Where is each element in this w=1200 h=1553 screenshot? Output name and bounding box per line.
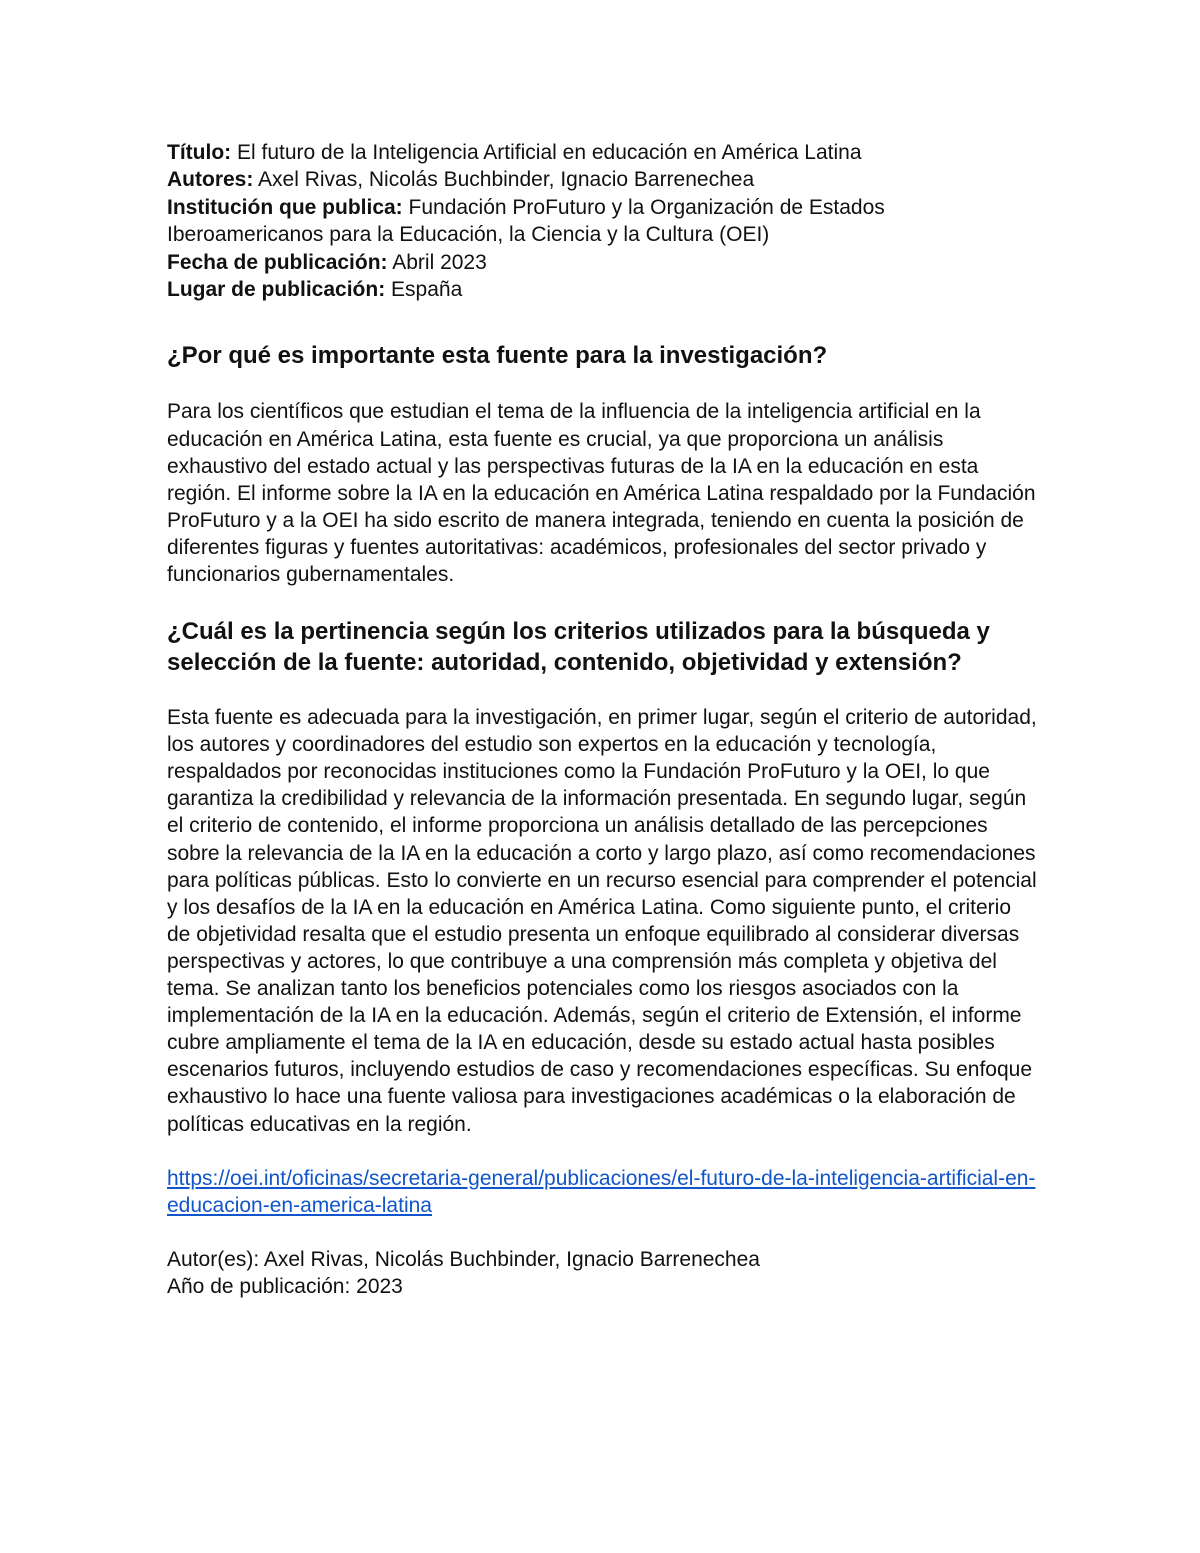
section2-heading: ¿Cuál es la pertinencia según los criterios utilizados para la búsqueda y selección de la fuente: autoridad, contenido, objetividad y extensión? (167, 618, 990, 676)
meta-place-row (167, 276, 1037, 303)
section2-paragraph: Esta fuente es adecuada para la investigación, en primer lugar, según el criterio de autoridad, los autores y coordinadores del estudio son expertos en la educación y tecnología, respaldados por reconocidas instituciones como la Fundación ProFuturo y la OEI, lo que garantiza la credibilidad y relevancia de la información presentada. En segundo lugar, según el criterio de contenido, el informe proporciona un análisis detallado de las percepciones sobre la relevancia de la IA en la educación a corto y largo plazo, así como recomendaciones para políticas públicas. Esto lo convierte en un recurso esencial para comprender el potencial y los desafíos de la IA en la educación en América Latina. Como siguiente punto, el criterio de objetividad resalta que el estudio presenta un enfoque equilibrado al considerar diversas perspectivas y actores, lo que contribuye a una comprensión más completa y objetiva del tema. Se analizan tanto los beneficios potenciales como los riesgos asociados con la implementación de la IA en la educación. Además, según el criterio de Extensión, el informe cubre ampliamente el tema de la IA en educación, desde su estado actual hasta posibles escenarios futuros, incluyendo estudios de caso y recomendaciones específicas. Su enfoque exhaustivo lo hace una fuente valiosa para investigaciones académicas o la elaboración de políticas educativas en la región. (167, 706, 1037, 1136)
meta-institution-value: Fundación ProFuturo y la Organización de Estados Iberoamericanos para la Educación, la Ciencia y la Cultura (OEI) (167, 195, 885, 247)
meta-institution-row (167, 194, 1037, 249)
section1-heading: ¿Por qué es importante esta fuente para la investigación? (167, 342, 828, 370)
meta-authors-label: Autores: (167, 168, 254, 192)
source-link[interactable]: https://oei.int/oficinas/secretaria-general/publicaciones/el-futuro-de-la-inteligencia-artificial-en-educacion-en-america-latina (167, 1166, 1036, 1217)
section1-paragraph: Para los científicos que estudian el tema de la influencia de la inteligencia artificial en la educación en América Latina, esta fuente es crucial, ya que proporciona un análisis exhaustivo del estado actual y las perspectivas futuras de la IA en la educación en esta región. El informe sobre la IA en la educación en América Latina respaldado por la Fundación ProFuturo y a la OEI ha sido escrito de manera integrada, teniendo en cuenta la posición de diferentes figuras y fuentes autoritativas: académicos, profesionales del sector privado y funcionarios gubernamentales. (167, 400, 1036, 586)
footer-authors: Autor(es): Axel Rivas, Nicolás Buchbinder, Ignacio Barrenechea (167, 1247, 760, 1271)
meta-place-value: España (385, 278, 463, 302)
meta-authors-value: Axel Rivas, Nicolás Buchbinder, Ignacio Barrenechea (253, 168, 755, 192)
metadata-block (167, 139, 1037, 303)
footer-year: Año de publicación: 2023 (167, 1274, 403, 1298)
footer-block (167, 1246, 1037, 1300)
meta-date-label: Fecha de publicación: (167, 250, 388, 274)
meta-authors-row (167, 166, 1037, 193)
meta-institution-label: Institución que publica: (167, 195, 403, 219)
meta-title-value: El futuro de la Inteligencia Artificial en educación en América Latina (231, 141, 862, 164)
meta-title-row (167, 139, 1037, 166)
meta-place-label: Lugar de publicación: (167, 278, 386, 302)
meta-title-label: Título: (167, 141, 232, 164)
meta-date-row (167, 249, 1037, 276)
document-page (167, 139, 1037, 1300)
meta-date-value: Abril 2023 (387, 250, 487, 274)
